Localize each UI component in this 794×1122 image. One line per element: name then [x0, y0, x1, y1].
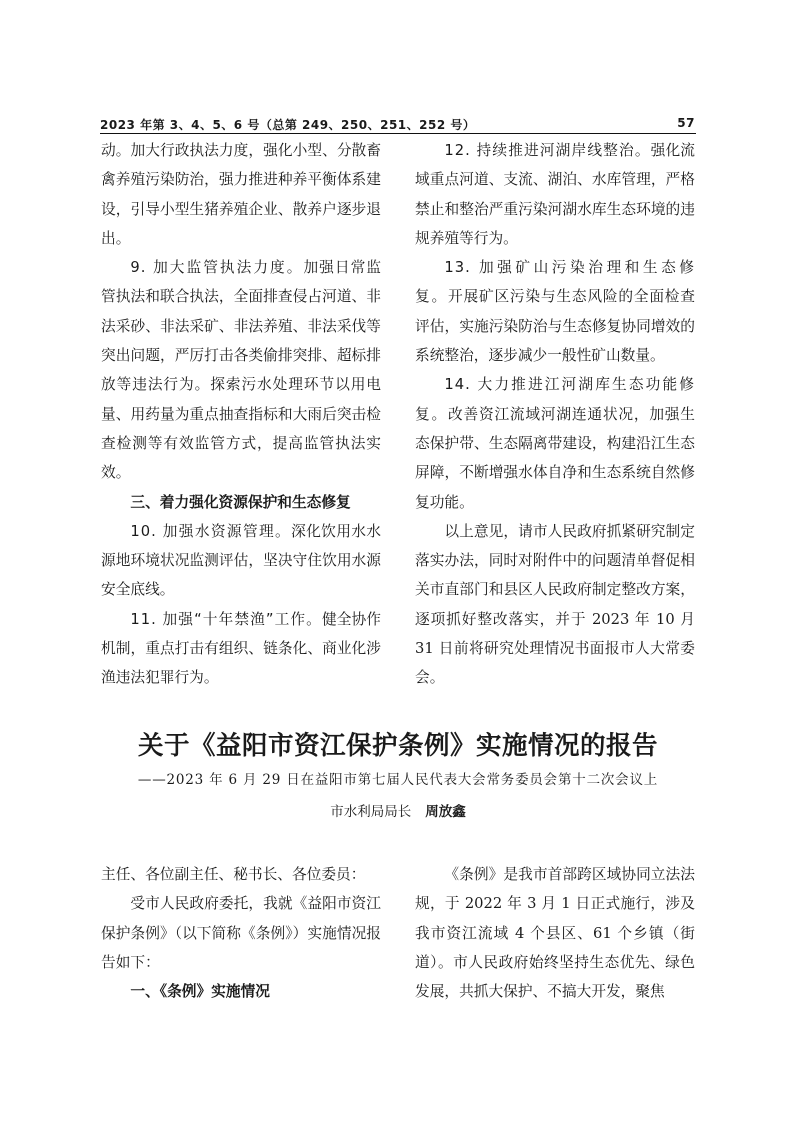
paragraph: [415, 370, 695, 516]
subheading: 11. 加强“十年禁渔”工作。: [130, 610, 322, 628]
author-role: 市水利局局长: [330, 804, 412, 820]
paragraph: [415, 253, 695, 370]
section-heading: 一、《条例》实施情况: [130, 983, 270, 1001]
subheading: 10. 加强水资源管理。: [130, 522, 292, 540]
paragraph: 动。加大行政执法力度，强化小型、分散畜禽养殖污染防治，强力推进种养平衡体系建设，引导小型生猪养殖企业、散养户逐步退出。: [101, 142, 381, 247]
subheading: 14. 大力推进江河湖库生态功能修复。: [415, 376, 695, 423]
page-header: [100, 116, 695, 134]
column-right-bottom: [415, 860, 695, 1006]
subheading: 9. 加大监管执法力度。: [130, 259, 304, 277]
paragraph: 以上意见，请市人民政府抓紧研究制定落实办法，同时对附件中的问题清单督促相关市直部门和县区人民政府制定整改方案，逐项抓好整改落实，并于 2023 年 10 月 31 日前将研究处理情况书面报市人大常委会。: [415, 522, 695, 687]
paragraph: 受市人民政府委托，我就《益阳市资江保护条例》（以下简称《条例》）实施情况报告如下：: [101, 895, 381, 971]
paragraph-body: 开展矿区污染与生态风险的全面检查评估，实施污染防治与生态修复协同增效的系统整治，逐步减少一般性矿山数量。: [415, 288, 695, 365]
section-heading: 三、着力强化资源保护和生态修复: [130, 493, 351, 511]
paragraph: [101, 253, 381, 487]
report-title: 关于《益阳市资江保护条例》实施情况的报告: [137, 731, 658, 761]
paragraph: [101, 517, 381, 605]
subheading: 12. 持续推进河湖岸线整治。: [444, 142, 651, 159]
column-left-bottom: [101, 860, 381, 1006]
report-subtitle: ——2023 年 6 月 29 日在益阳市第七届人民代表大会常务委员会第十二次会议上: [137, 772, 659, 788]
issue-label: 2023 年第 3、4、5、6 号（总第 249、250、251、252 号）: [100, 118, 476, 132]
column-right-top: [415, 136, 695, 693]
subheading: 13. 加强矿山污染治理和生态修复。: [415, 259, 695, 306]
paragraph-body: 健全协作机制，重点打击有组织、链条化、商业化涉渔违法犯罪行为。: [101, 610, 381, 687]
paragraph: [415, 136, 695, 253]
paragraph: [101, 605, 381, 693]
report-author: [100, 800, 696, 820]
paragraph-body: 深化饮用水水源地环境状况监测评估，坚决守住饮用水源安全底线。: [101, 522, 381, 599]
author-name: 周放鑫: [425, 804, 466, 820]
paragraph: 《条例》是我市首部跨区域协同立法法规，于 2022 年 3 月 1 日正式施行，涉及我市资江流域 4 个县区、61 个乡镇（街道）。市人民政府始终坚持生态优先、绿色发展，共抓大保护、不搞大开发，聚焦: [415, 866, 695, 1001]
header-rule: [100, 133, 696, 134]
paragraph-body: 强化流域重点河道、支流、湖泊、水库管理，严格禁止和整治严重污染河湖水库生态环境的违规养殖等行为。: [415, 142, 695, 247]
paragraph-body: 改善资江流域河湖连通状况，加强生态保护带、生态隔离带建设，构建沿江生态屏障，不断增强水体自净和生态系统自然修复功能。: [415, 405, 695, 511]
page-number: 57: [677, 116, 695, 130]
paragraph-body: 加强日常监管执法和联合执法，全面排查侵占河道、非法采砂、非法采矿、非法养殖、非法采伐等突出问题，严厉打击各类偷排突排、超标排放等违法行为。探索污水处理环节以用电量、用药量为重点抽查指标和大雨后突击检查检测等有效监管方式，提高监管执法实效。: [101, 259, 381, 482]
column-left-top: [101, 136, 381, 693]
salutation: 主任、各位副主任、秘书长、各位委员：: [101, 866, 366, 883]
